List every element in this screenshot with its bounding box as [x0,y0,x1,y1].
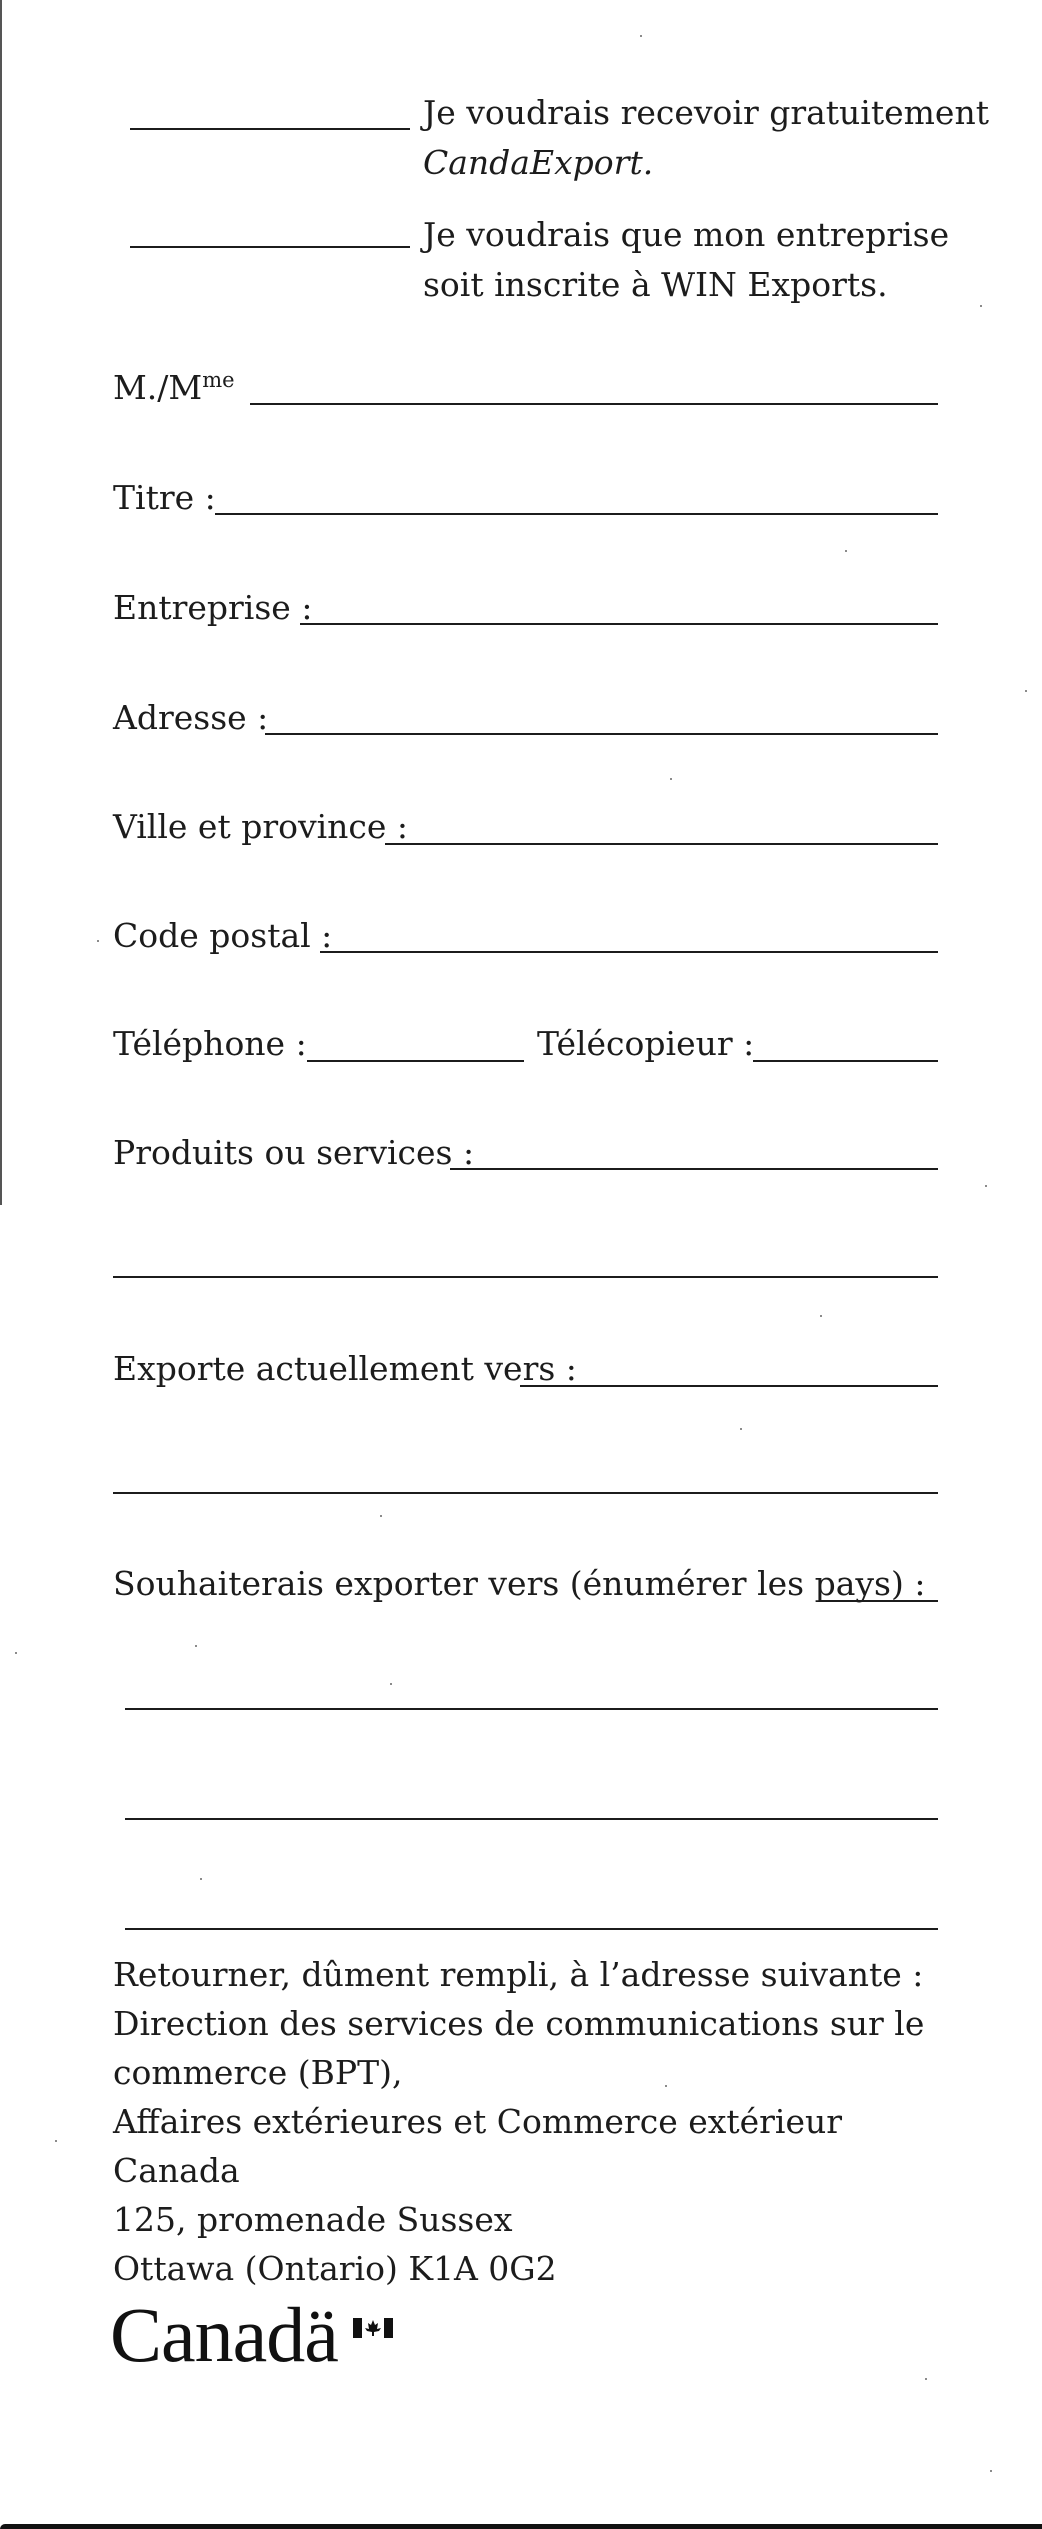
desired-exports-field[interactable] [820,1600,938,1602]
title-field[interactable] [215,513,938,515]
canada-flag-icon [353,2318,393,2338]
name-field[interactable] [250,403,938,405]
checkbox-blank-line[interactable] [130,246,410,248]
scan-speck [195,1645,197,1647]
fax-label: Télécopieur : [537,1024,755,1063]
current-exports-field[interactable] [520,1385,938,1387]
canada-wordmark-logo: Canadä [110,2291,338,2378]
postal-code-label: Code postal : [113,916,333,955]
name-label-sup: me [202,368,235,392]
option-line-1: Je voudrais que mon entreprise [423,215,950,254]
checkbox-blank-line[interactable] [130,128,410,130]
return-address: Retourner, dûment rempli, à l’adresse suivante : Direction des services de communications sur le commerce (BPT), Affaires extérieures et Commerce extérieur Canada 125, promenade Sussex Ottawa (Ontario) K1A 0G2 [113,1955,925,2288]
scan-speck [380,1515,382,1517]
page-edge-left [0,0,2,1205]
scan-speck [640,35,642,37]
products-services-field-line-2[interactable] [113,1276,938,1278]
fax-field[interactable] [753,1060,938,1062]
scan-speck [980,305,982,307]
scan-speck [1025,690,1027,692]
scan-speck [985,1185,987,1187]
scan-speck [15,1652,17,1654]
scan-speck [925,2378,927,2380]
scan-speck [390,1683,392,1685]
scan-speck [740,1428,742,1430]
option-register-win-exports[interactable] [130,210,950,320]
desired-exports-field-line-2[interactable] [125,1708,938,1710]
option-line-1: Je voudrais recevoir gratuitement [423,93,989,132]
scan-speck [200,1878,202,1880]
scan-speck [820,1315,822,1317]
company-field[interactable] [300,623,938,625]
products-services-field[interactable] [450,1168,938,1170]
name-label [113,368,235,408]
city-province-label: Ville et province : [113,807,409,846]
option-receive-canadaexport[interactable] [130,88,989,198]
option-line-2: CandaExport. [423,143,654,182]
company-label: Entreprise : [113,588,313,627]
page-edge-bottom [0,2524,1042,2529]
name-label-text: M./M [113,368,203,407]
city-province-field[interactable] [385,843,938,845]
current-exports-label: Exporte actuellement vers : [113,1349,577,1388]
products-services-label: Produits ou services : [113,1133,475,1172]
desired-exports-field-line-4[interactable] [125,1928,938,1930]
scan-speck [665,2085,667,2087]
scan-speck [845,550,847,552]
current-exports-field-line-2[interactable] [113,1492,938,1494]
scan-speck [990,2470,992,2472]
postal-code-field[interactable] [320,951,938,953]
option-text [423,210,949,310]
option-text [423,88,989,188]
phone-label: Téléphone : [113,1024,307,1063]
address-field[interactable] [265,733,938,735]
option-line-2: soit inscrite à WIN Exports. [423,265,888,304]
desired-exports-field-line-3[interactable] [125,1818,938,1820]
phone-field[interactable] [307,1060,524,1062]
scan-speck [97,940,99,942]
title-label: Titre : [113,478,216,517]
desired-exports-label: Souhaiterais exporter vers (énumérer les pays) : [113,1564,926,1603]
scan-speck [55,2140,57,2142]
address-label: Adresse : [113,698,269,737]
scan-speck [670,778,672,780]
